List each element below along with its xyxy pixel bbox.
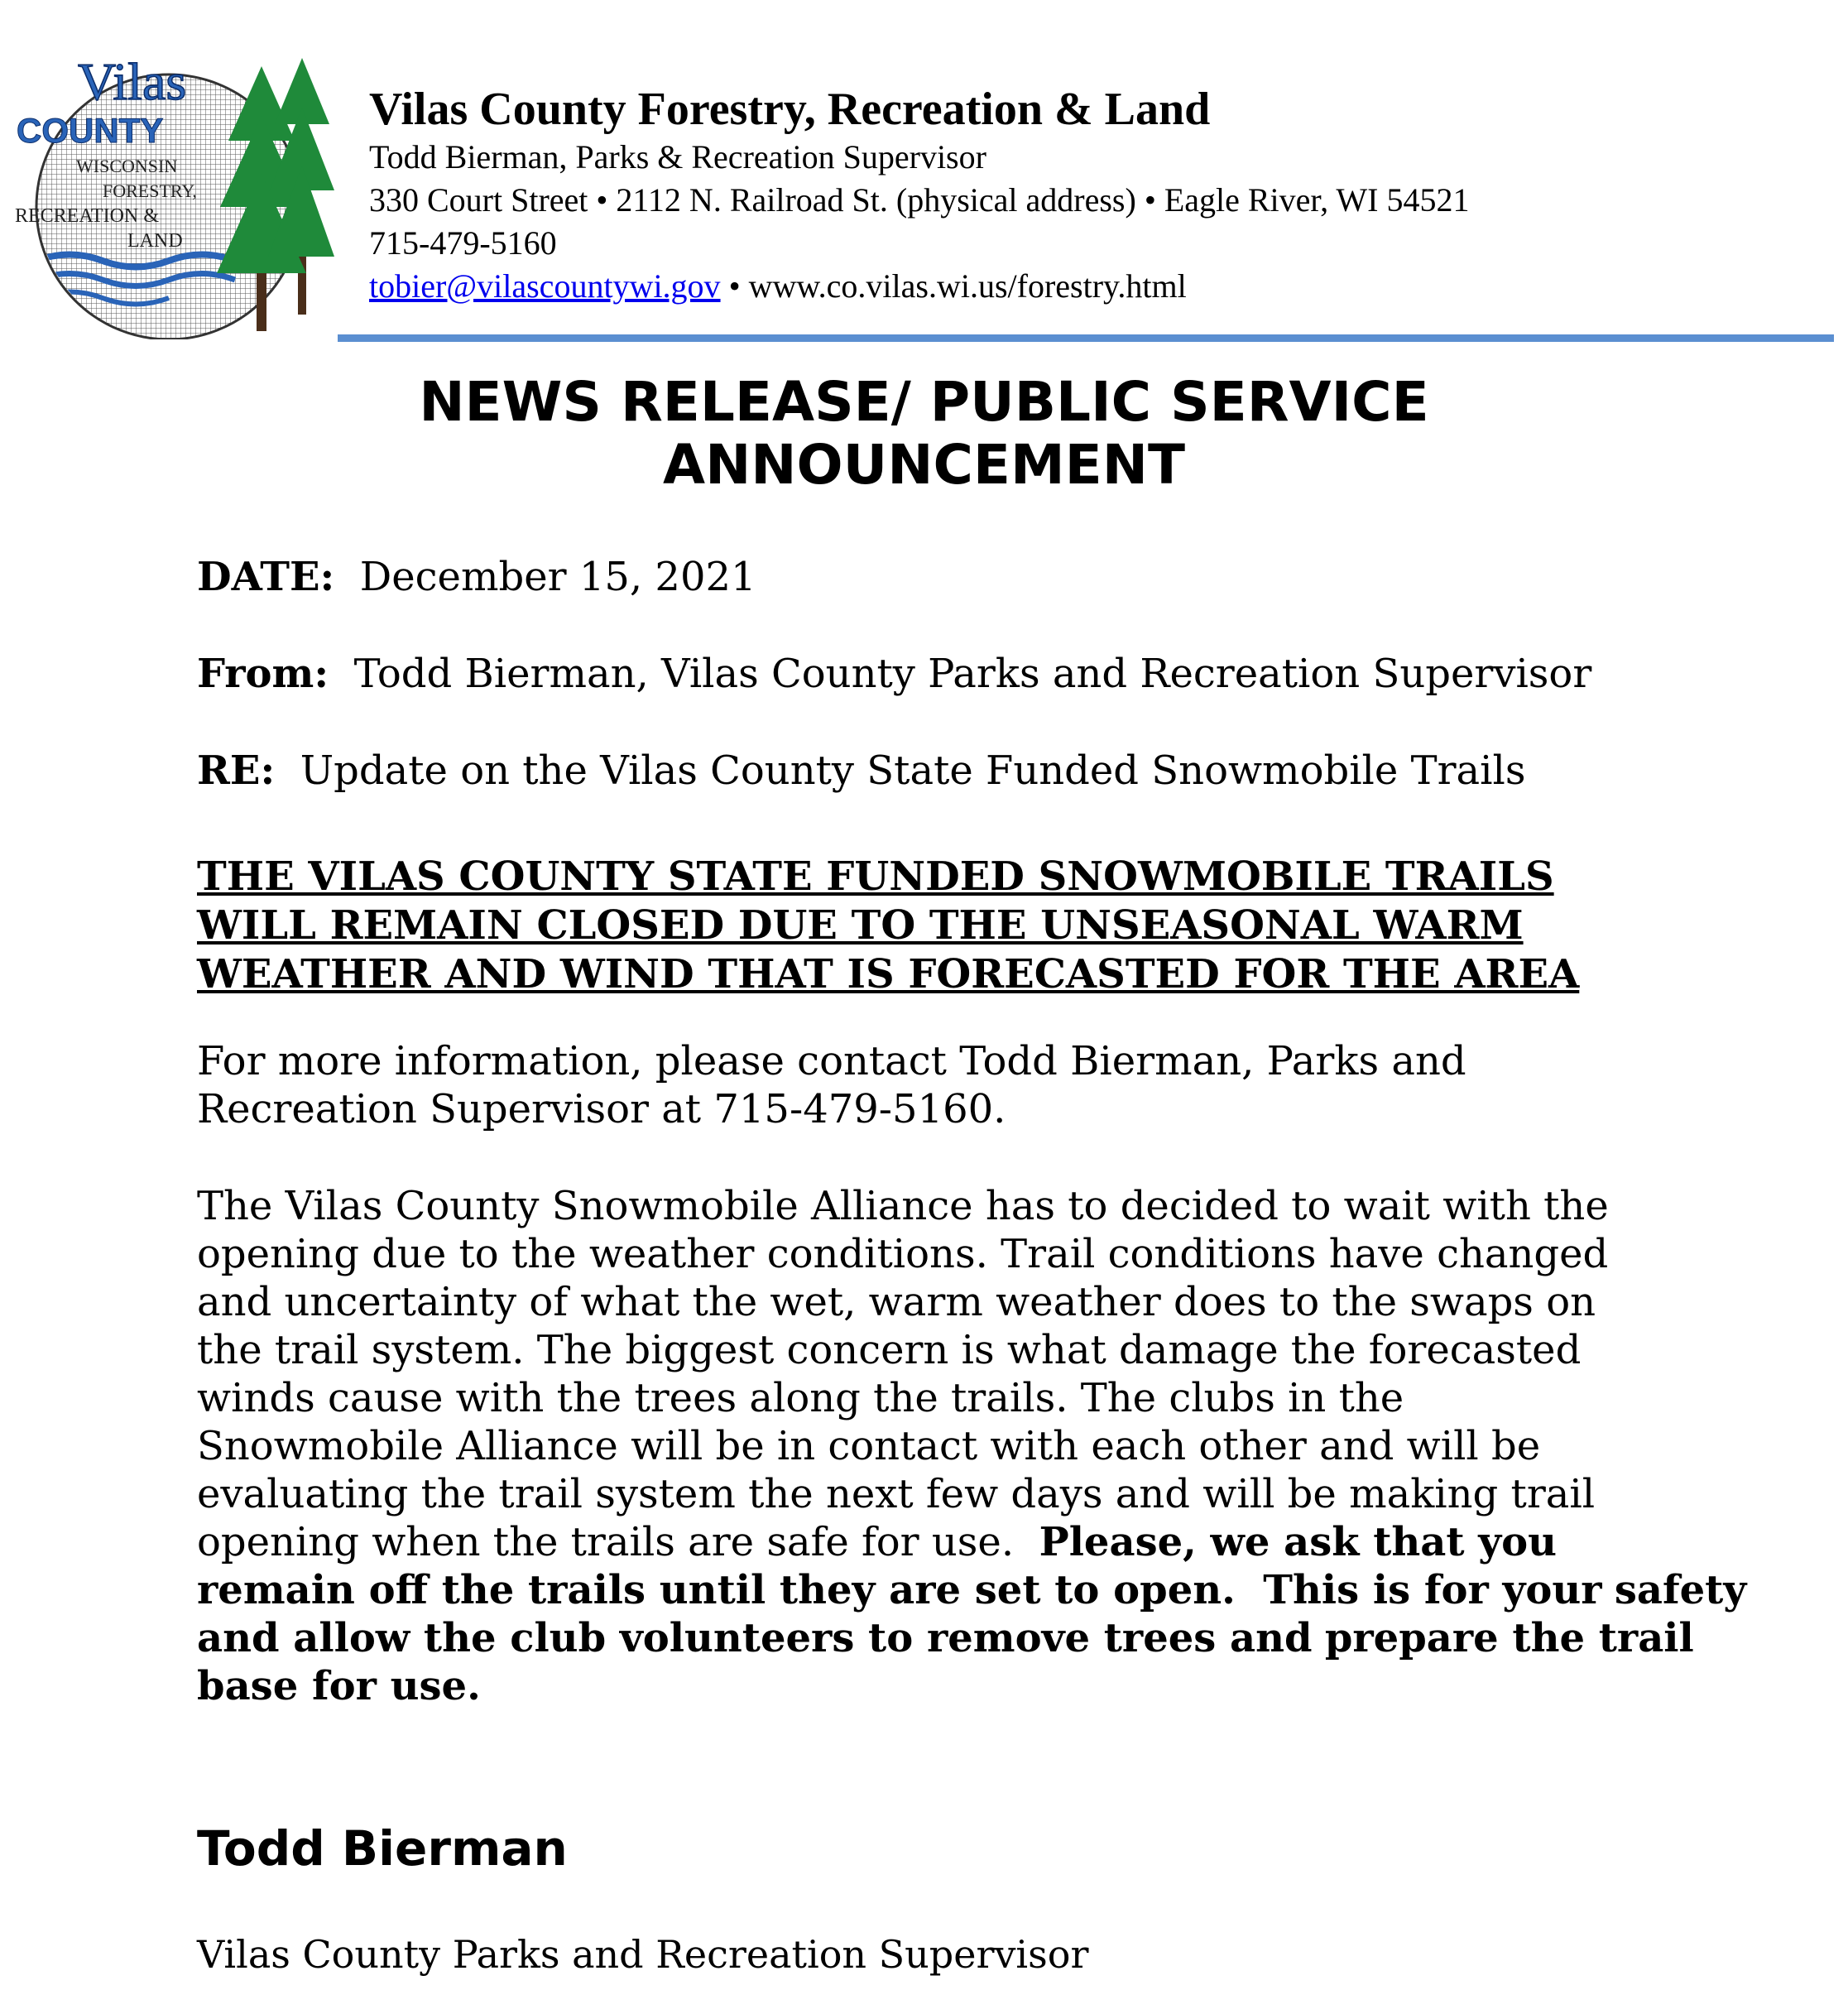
contact-line-1: For more information, please contact Todd Bierman, Parks and (197, 1038, 1466, 1084)
date-value: December 15, 2021 (359, 554, 756, 600)
contact-paragraph (197, 1037, 1769, 1133)
re-field (197, 747, 1525, 795)
body-line-4: the trail system. The biggest concern is what damage the forecasted (197, 1327, 1582, 1373)
headline-line-3: WEATHER AND WIND THAT IS FORECASTED FOR THE AREA (197, 951, 1580, 997)
contact-name: Todd Bierman, Parks & Recreation Supervisor (369, 138, 986, 175)
body-line-7: evaluating the trail system the next few days and will be making trail (197, 1471, 1596, 1517)
re-label: RE: (197, 747, 276, 794)
logo-text-forestry: FORESTRY, (103, 180, 197, 201)
body-line-3: and uncertainty of what the wet, warm weather does to the swaps on (197, 1279, 1596, 1325)
re-value: Update on the Vilas County State Funded Snowmobile Trails (300, 747, 1526, 794)
body-line-6: Snowmobile Alliance will be in contact with each other and will be (197, 1423, 1541, 1469)
email-link[interactable]: tobier@vilascountywi.gov (369, 267, 721, 305)
letterhead (369, 83, 1817, 308)
link-separator: • (720, 267, 749, 305)
body-line-1: The Vilas County Snowmobile Alliance has to decided to wait with the (197, 1183, 1609, 1229)
headline-line-1: THE VILAS COUNTY STATE FUNDED SNOWMOBILE TRAILS (197, 853, 1554, 900)
from-field (197, 650, 1591, 698)
body-line-2: opening due to the weather conditions. Trail conditions have changed (197, 1231, 1609, 1277)
title-line-2: ANNOUNCEMENT (662, 433, 1186, 497)
phone-number: 715-479-5160 (369, 224, 557, 262)
body-line-8-plain: opening when the trails are safe for use. (197, 1519, 1039, 1565)
date-field (197, 553, 756, 601)
body-line-11: prepare the trail base for use. (197, 1615, 1694, 1709)
from-label: From: (197, 651, 329, 697)
logo-text-recreation: RECREATION & (15, 205, 159, 227)
logo-text-wisconsin: WISCONSIN (76, 156, 178, 176)
date-label: DATE: (197, 554, 335, 600)
signature-title: Vilas County Parks and Recreation Supervisor (197, 1932, 1089, 1977)
body-line-5: winds cause with the trees along the trails. The clubs in the (197, 1375, 1404, 1421)
county-logo (12, 50, 334, 339)
logo-text-county: COUNTY (17, 111, 164, 150)
body-line-9: remain off the trails until they are set to open. This is for your (197, 1567, 1602, 1613)
headline-line-2: WILL REMAIN CLOSED DUE TO THE UNSEASONAL WARM (197, 902, 1524, 949)
signature-name: Todd Bierman (197, 1820, 568, 1877)
contact-line-2: Recreation Supervisor at 715-479-5160. (197, 1086, 1006, 1132)
website-text: www.co.vilas.wi.us/forestry.html (748, 267, 1187, 305)
from-value: Todd Bierman, Vilas County Parks and Recreation Supervisor (353, 651, 1592, 697)
document-title (0, 371, 1848, 497)
body-line-8 (197, 1518, 1769, 1566)
organization-name: Vilas County Forestry, Recreation & Land (369, 84, 1211, 135)
address: 330 Court Street • 2112 N. Railroad St. (physical address) • Eagle River, WI 54521 (369, 181, 1470, 219)
letterhead-divider (338, 334, 1834, 342)
body-line-8-bold: Please, we ask that you (1039, 1519, 1558, 1565)
logo-text-vilas: Vilas (78, 52, 187, 111)
contact-links (369, 265, 1817, 308)
logo-text-land: LAND (127, 230, 183, 252)
title-line-1: NEWS RELEASE/ PUBLIC SERVICE (419, 370, 1429, 434)
body-paragraph (197, 1182, 1769, 1710)
body-line-10: safety and allow the club volunteers to remove trees and (197, 1567, 1747, 1661)
headline (197, 853, 1769, 999)
